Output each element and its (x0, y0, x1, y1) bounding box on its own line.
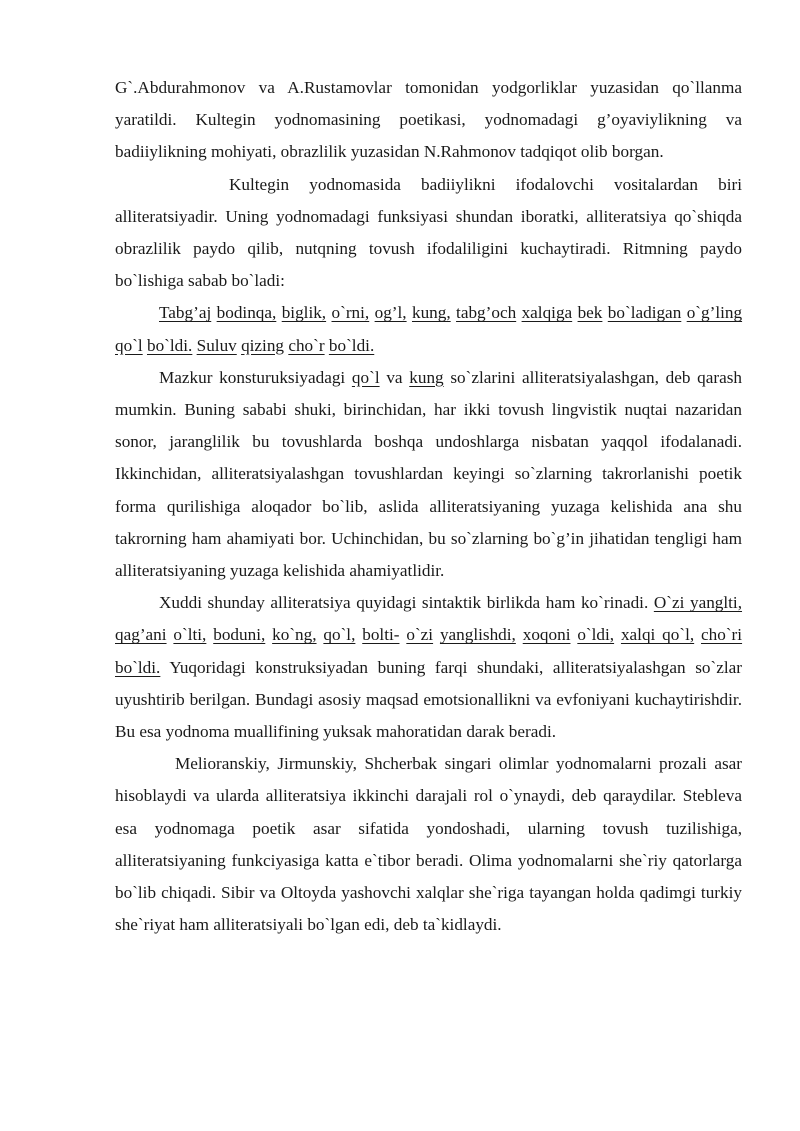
example-word: bo`ldi. (146, 335, 193, 355)
example-word: xalqiga (521, 303, 573, 323)
example-word: Tabg’aj (159, 303, 212, 323)
example-word: qag’ani (115, 625, 167, 645)
example-word: O`zi yanglti, (653, 593, 743, 613)
example-word: cho`ri (701, 625, 743, 645)
example-word: qo`l, (323, 625, 356, 645)
paragraph-3 (115, 362, 742, 587)
paragraph-4 (115, 587, 742, 748)
paragraph-3-text-c: so`zlarini alliteratsiyalashgan, deb qarash mumkin. Buning sababi shuki, birinchidan, har ikki tovush lingvistik nuqtai nazaridan sonor, jaranglilik bu tovushlarda boshqa undoshlarga nisbatan yaqqol ifodalanadi. Ikkinchidan, alliteratsiyalashgan tovushlardan keyingi so`zlarning takrorlanishi poetik forma qurilishiga aloqador bo`lib, aslida alliteratsiyaning yuzaga kelishida ana shu takrorning ham ahamiyati bor. Uchinchidan, bu so`zlarning bo`g’in jihatidan tengligi ham alliteratsiyaning yuzaga kelishida ahamiyatlidir. (115, 367, 743, 581)
example-word: og’l, (374, 303, 407, 323)
example-word: xalqi qo`l, (620, 625, 695, 645)
example-word: bo`ldi. (328, 335, 375, 355)
paragraph-2: Kultegin yodnomasida badiiylikni ifodalovchi vositalardan biri alliteratsiyadir. Uning yodnomadagi funksiyasi shundan iboratki, alliteratsiya qo`shiqda obrazlilik paydo qilib, nutqning tovush ifodaliligini kuchaytiradi. Ritmning paydo bo`lishiga sabab bo`ladi: (115, 174, 742, 291)
example-word: bo`ldi. (115, 657, 161, 677)
example-word: bodinqa, (216, 303, 277, 323)
paragraph-3-text-b: va (386, 367, 403, 387)
example-word: yanglishdi, (439, 625, 516, 645)
example-word: kung, (411, 303, 451, 323)
example-word: o`g’ling (686, 303, 743, 323)
paragraph-1: G`.Abdurahmonov va A.Rustamovlar tomonidan yodgorliklar yuzasidan qo`llanma yaratildi. Kultegin yodnomasining poetikasi, yodnomadagi g’oyaviylikning va badiiylikning mohiyati, obrazlilik yuzasidan N.Rahmonov tadqiqot olib borgan. (115, 78, 742, 162)
example-word: bek (577, 303, 603, 323)
example-word: o`rni, (331, 303, 370, 323)
example-word: cho`r (288, 335, 325, 355)
highlight-word-kung: kung (409, 367, 444, 387)
document-page (115, 72, 742, 941)
example-word: bolti- (362, 625, 400, 645)
example-word: qizing (241, 335, 285, 355)
example-word: o`lti, (173, 625, 207, 645)
example-word: tabg’och (456, 303, 517, 323)
example-word: xoqoni (522, 625, 571, 645)
example-word: o`zi (406, 625, 434, 645)
paragraph-4-text-b: Yuqoridagi konstruksiyadan buning farqi shundaki, alliteratsiyalashgan so`zlar uyushtirib berilgan. Bundagi asosiy maqsad emotsionallikni va evfoniyani kuchaytirishdir. Bu esa yodnoma muallifining yuksak mahoratidan darak beradi. (115, 657, 742, 742)
example-word: ko`ng, (272, 625, 317, 645)
highlight-word-qol: qo`l (351, 367, 380, 387)
example-word: o`ldi, (577, 625, 615, 645)
paragraph-5: Melioranskiy, Jirmunskiy, Shcherbak singari olimlar yodnomalarni prozali asar hisoblaydi va ularda alliteratsiya ikkinchi darajali rol o`ynaydi, deb qaraydilar. Stebleva esa yodnomaga poetik asar sifatida yondoshadi, ularning tovush tuzilishiga, alliteratsiyaning funkciyasiga katta e`tibor beradi. Olima yodnomalarni she`riy qatorlarga bo`lib chiqadi. Sibir va Oltoyda yashovchi xalqlar she`riga tayangan holda qadimgi turkiy she`riyat ham alliteratsiyali bo`lgan edi, deb ta`kidlaydi. (115, 754, 742, 935)
example-word: boduni, (213, 625, 266, 645)
example-word: bo`ladigan (607, 303, 682, 323)
paragraph-3-text-a: Mazkur konsturuksiyadagi (159, 367, 346, 387)
example-word: biglik, (281, 303, 327, 323)
example-word: Suluv (196, 335, 237, 355)
example-word: qo`l (115, 335, 143, 355)
paragraph-4-text-a: Xuddi shunday alliteratsiya quyidagi sintaktik birlikda ham ko`rinadi. (159, 593, 649, 613)
example-1 (115, 297, 742, 361)
